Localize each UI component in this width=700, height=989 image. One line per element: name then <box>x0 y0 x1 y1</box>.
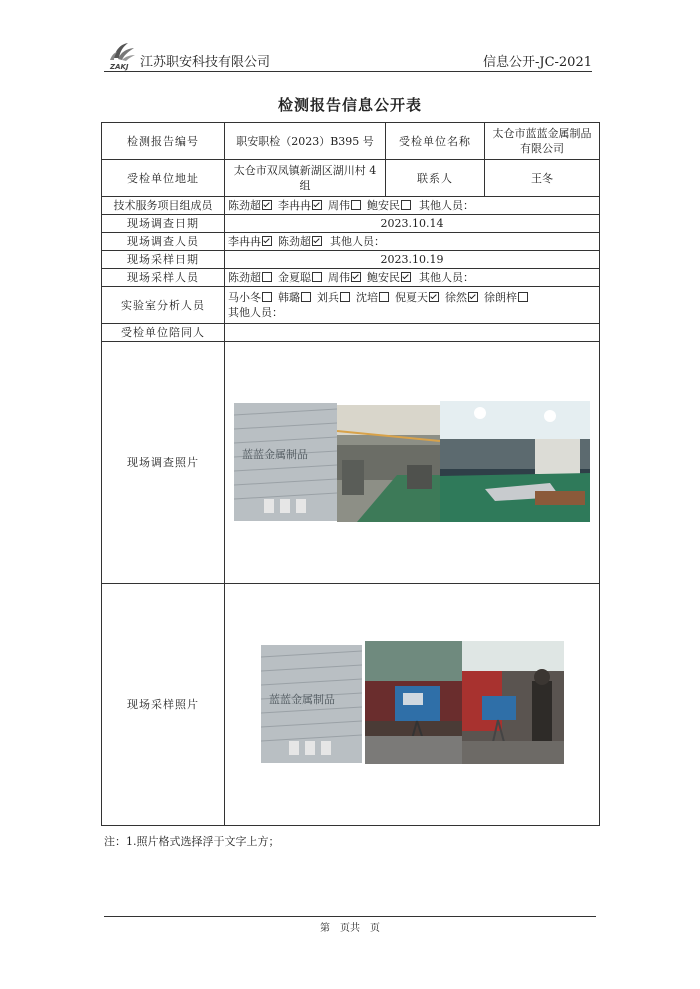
address-label: 受检单位地址 <box>102 160 225 197</box>
survey-photo-label: 现场调查照片 <box>102 342 225 584</box>
logo-text: ZAKJ <box>110 63 129 71</box>
survey-staff-entry <box>228 235 273 248</box>
row-survey-photos <box>102 342 600 584</box>
survey-other: 其他人员： <box>330 235 385 248</box>
sample-staff-name: 金夏聪 <box>278 271 311 284</box>
survey-staff-name: 李冉冉 <box>228 235 261 248</box>
tech-member-entry <box>328 199 362 212</box>
sample-photo-area <box>225 584 600 826</box>
row-survey-staff <box>102 233 600 251</box>
checkbox-empty-icon[interactable] <box>340 292 350 302</box>
sample-photo-sampler-1 <box>365 641 462 764</box>
sample-staff-entry <box>228 271 273 284</box>
sample-staff-value <box>225 269 600 287</box>
sample-staff-name: 鲍安民 <box>367 271 400 284</box>
sample-staff-label: 现场采样人员 <box>102 269 225 287</box>
survey-photo-workshop-2 <box>440 401 590 522</box>
tech-member-entry <box>278 199 323 212</box>
tech-member-name: 陈劲超 <box>228 199 261 212</box>
row-lab-staff <box>102 287 600 324</box>
row-sample-photos <box>102 584 600 826</box>
address-value: 太仓市双凤镇新湖区湖川村 4 组 <box>225 160 386 197</box>
survey-sign-text: 蓝蓝金属制品 <box>242 448 308 461</box>
contact-value: 王冬 <box>485 160 600 197</box>
sample-other: 其他人员： <box>419 271 474 284</box>
tech-member-name: 鲍安民 <box>367 199 400 212</box>
lab-staff-entry <box>445 291 479 304</box>
company-name: 江苏职安科技有限公司 <box>140 55 271 70</box>
checkbox-empty-icon[interactable] <box>301 292 311 302</box>
unit-name-value: 太仓市蓝蓝金属制品有限公司 <box>485 123 600 160</box>
checkbox-empty-icon[interactable] <box>518 292 528 302</box>
checkbox-checked-icon[interactable] <box>351 272 361 282</box>
footnote: 注：1.照片格式选择浮于文字上方； <box>104 835 280 848</box>
sample-sign-text: 蓝蓝金属制品 <box>269 693 335 706</box>
lab-staff-name: 韩璐 <box>278 291 300 304</box>
report-no-value: 职安职检（2023）B395 号 <box>225 123 386 160</box>
survey-photo-sign-wall <box>234 403 337 521</box>
lab-staff-entry <box>356 291 390 304</box>
footer-divider <box>104 916 596 917</box>
row-sample-date <box>102 251 600 269</box>
lab-staff-name: 倪夏天 <box>395 291 428 304</box>
checkbox-checked-icon[interactable] <box>401 272 411 282</box>
contact-label: 联系人 <box>386 160 485 197</box>
page-header <box>104 38 592 72</box>
sample-staff-name: 陈劲超 <box>228 271 261 284</box>
row-escort <box>102 324 600 342</box>
checkbox-checked-icon[interactable] <box>262 236 272 246</box>
survey-photo-area <box>225 342 600 584</box>
escort-value <box>225 324 600 342</box>
lab-staff-entry <box>395 291 440 304</box>
page-title: 检测报告信息公开表 <box>277 96 422 114</box>
lab-staff-name: 沈培 <box>356 291 378 304</box>
survey-date-value: 2023.10.14 <box>225 215 600 233</box>
lab-staff-name: 刘兵 <box>317 291 339 304</box>
sample-staff-entry <box>328 271 362 284</box>
tech-members-label: 技术服务项目组成员 <box>102 197 225 215</box>
company-logo <box>104 38 138 72</box>
lab-staff-entry <box>228 291 273 304</box>
sample-date-label: 现场采样日期 <box>102 251 225 269</box>
survey-date-label: 现场调查日期 <box>102 215 225 233</box>
sample-photo-sampler-2 <box>462 641 564 764</box>
lab-staff-name: 马小冬 <box>228 291 261 304</box>
survey-photo-workshop-1 <box>337 405 440 522</box>
escort-label: 受检单位陪同人 <box>102 324 225 342</box>
sample-staff-entry <box>367 271 412 284</box>
lab-staff-name: 徐朗梓 <box>484 291 517 304</box>
sample-photo-sign-wall <box>261 645 362 763</box>
lab-other: 其他人员： <box>228 306 283 319</box>
document-number: 信息公开-JC-2021 <box>482 55 592 70</box>
checkbox-empty-icon[interactable] <box>312 272 322 282</box>
checkbox-empty-icon[interactable] <box>262 292 272 302</box>
unit-name-label: 受检单位名称 <box>386 123 485 160</box>
info-table <box>101 122 600 826</box>
checkbox-checked-icon[interactable] <box>312 236 322 246</box>
tech-other: 其他人员： <box>419 199 474 212</box>
tech-member-name: 周伟 <box>328 199 350 212</box>
tech-member-entry <box>228 199 273 212</box>
lab-staff-name: 徐然 <box>445 291 467 304</box>
survey-staff-name: 陈劲超 <box>278 235 311 248</box>
report-no-label: 检测报告编号 <box>102 123 225 160</box>
lab-staff-entry <box>317 291 351 304</box>
survey-staff-entry <box>278 235 323 248</box>
row-survey-date <box>102 215 600 233</box>
checkbox-checked-icon[interactable] <box>468 292 478 302</box>
sample-photo-label: 现场采样照片 <box>102 584 225 826</box>
tech-members-value <box>225 197 600 215</box>
checkbox-checked-icon[interactable] <box>429 292 439 302</box>
page-footer: 第 页共 页 <box>320 923 380 934</box>
checkbox-empty-icon[interactable] <box>379 292 389 302</box>
checkbox-empty-icon[interactable] <box>351 200 361 210</box>
row-report-no <box>102 123 600 160</box>
header-divider <box>104 71 592 72</box>
row-address <box>102 160 600 197</box>
sample-staff-name: 周伟 <box>328 271 350 284</box>
checkbox-checked-icon[interactable] <box>312 200 322 210</box>
lab-staff-entry <box>278 291 312 304</box>
checkbox-empty-icon[interactable] <box>401 200 411 210</box>
lab-staff-label: 实验室分析人员 <box>102 287 225 324</box>
checkbox-checked-icon[interactable] <box>262 200 272 210</box>
survey-staff-value <box>225 233 600 251</box>
tech-member-entry <box>367 199 412 212</box>
sample-staff-entry <box>278 271 323 284</box>
survey-staff-label: 现场调查人员 <box>102 233 225 251</box>
sample-date-value: 2023.10.19 <box>225 251 600 269</box>
row-tech-members <box>102 197 600 215</box>
row-sample-staff <box>102 269 600 287</box>
checkbox-empty-icon[interactable] <box>262 272 272 282</box>
lab-staff-value <box>225 287 600 324</box>
lab-staff-entry <box>484 291 529 304</box>
tech-member-name: 李冉冉 <box>278 199 311 212</box>
